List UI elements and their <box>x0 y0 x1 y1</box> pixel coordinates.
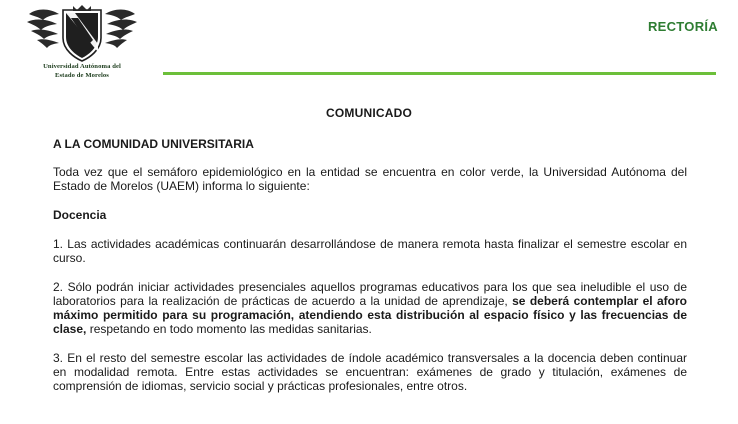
header-divider <box>163 72 716 75</box>
list-item-3: 3. En el resto del semestre escolar las actividades de índole académico transversales a la docencia deben continuar en modalidad remota. Entre estas actividades se encuentran: exámenes de grado y titulación, exámenes de comprensión de idiomas, servicio social y prácticas profesionales, entre otros. <box>53 351 687 393</box>
university-name-line1: Universidad Autónoma del <box>43 63 121 70</box>
uaem-logo-block <box>18 4 146 80</box>
rectoria-label: RECTORÍA <box>647 19 718 34</box>
list-item-2-start: 2. Sólo podrán iniciar actividades presenciales aquellos programas educativos para los que sea ineludible el uso de laboratorios para la realización de prácticas de acuerdo a la unidad de aprendizaje, <box>53 280 687 308</box>
university-name-line2: Estado de Morelos <box>55 72 109 79</box>
list-item-2-emphasis: se deberá contemplar el aforo máximo permitido para su programación, atendiendo esta distribución al espacio físico y las frecuencias de clase, <box>53 294 687 336</box>
document-body <box>53 137 687 408</box>
document-title: COMUNICADO <box>326 106 412 120</box>
intro-paragraph: Toda vez que el semáforo epidemiológico en la entidad se encuentra en color verde, la Universidad Autónoma del Estado de Morelos (UAEM) informa lo siguiente: <box>53 165 687 193</box>
list-item-2 <box>53 280 687 336</box>
list-item-2-end: respetando en todo momento las medidas sanitarias. <box>86 322 372 336</box>
audience-heading: A LA COMUNIDAD UNIVERSITARIA <box>53 137 254 151</box>
list-item-1: 1. Las actividades académicas continuarán desarrollándose de manera remota hasta finalizar el semestre escolar en curso. <box>53 237 687 265</box>
uaem-crest-icon <box>23 4 141 62</box>
section-heading-docencia: Docencia <box>53 208 107 222</box>
